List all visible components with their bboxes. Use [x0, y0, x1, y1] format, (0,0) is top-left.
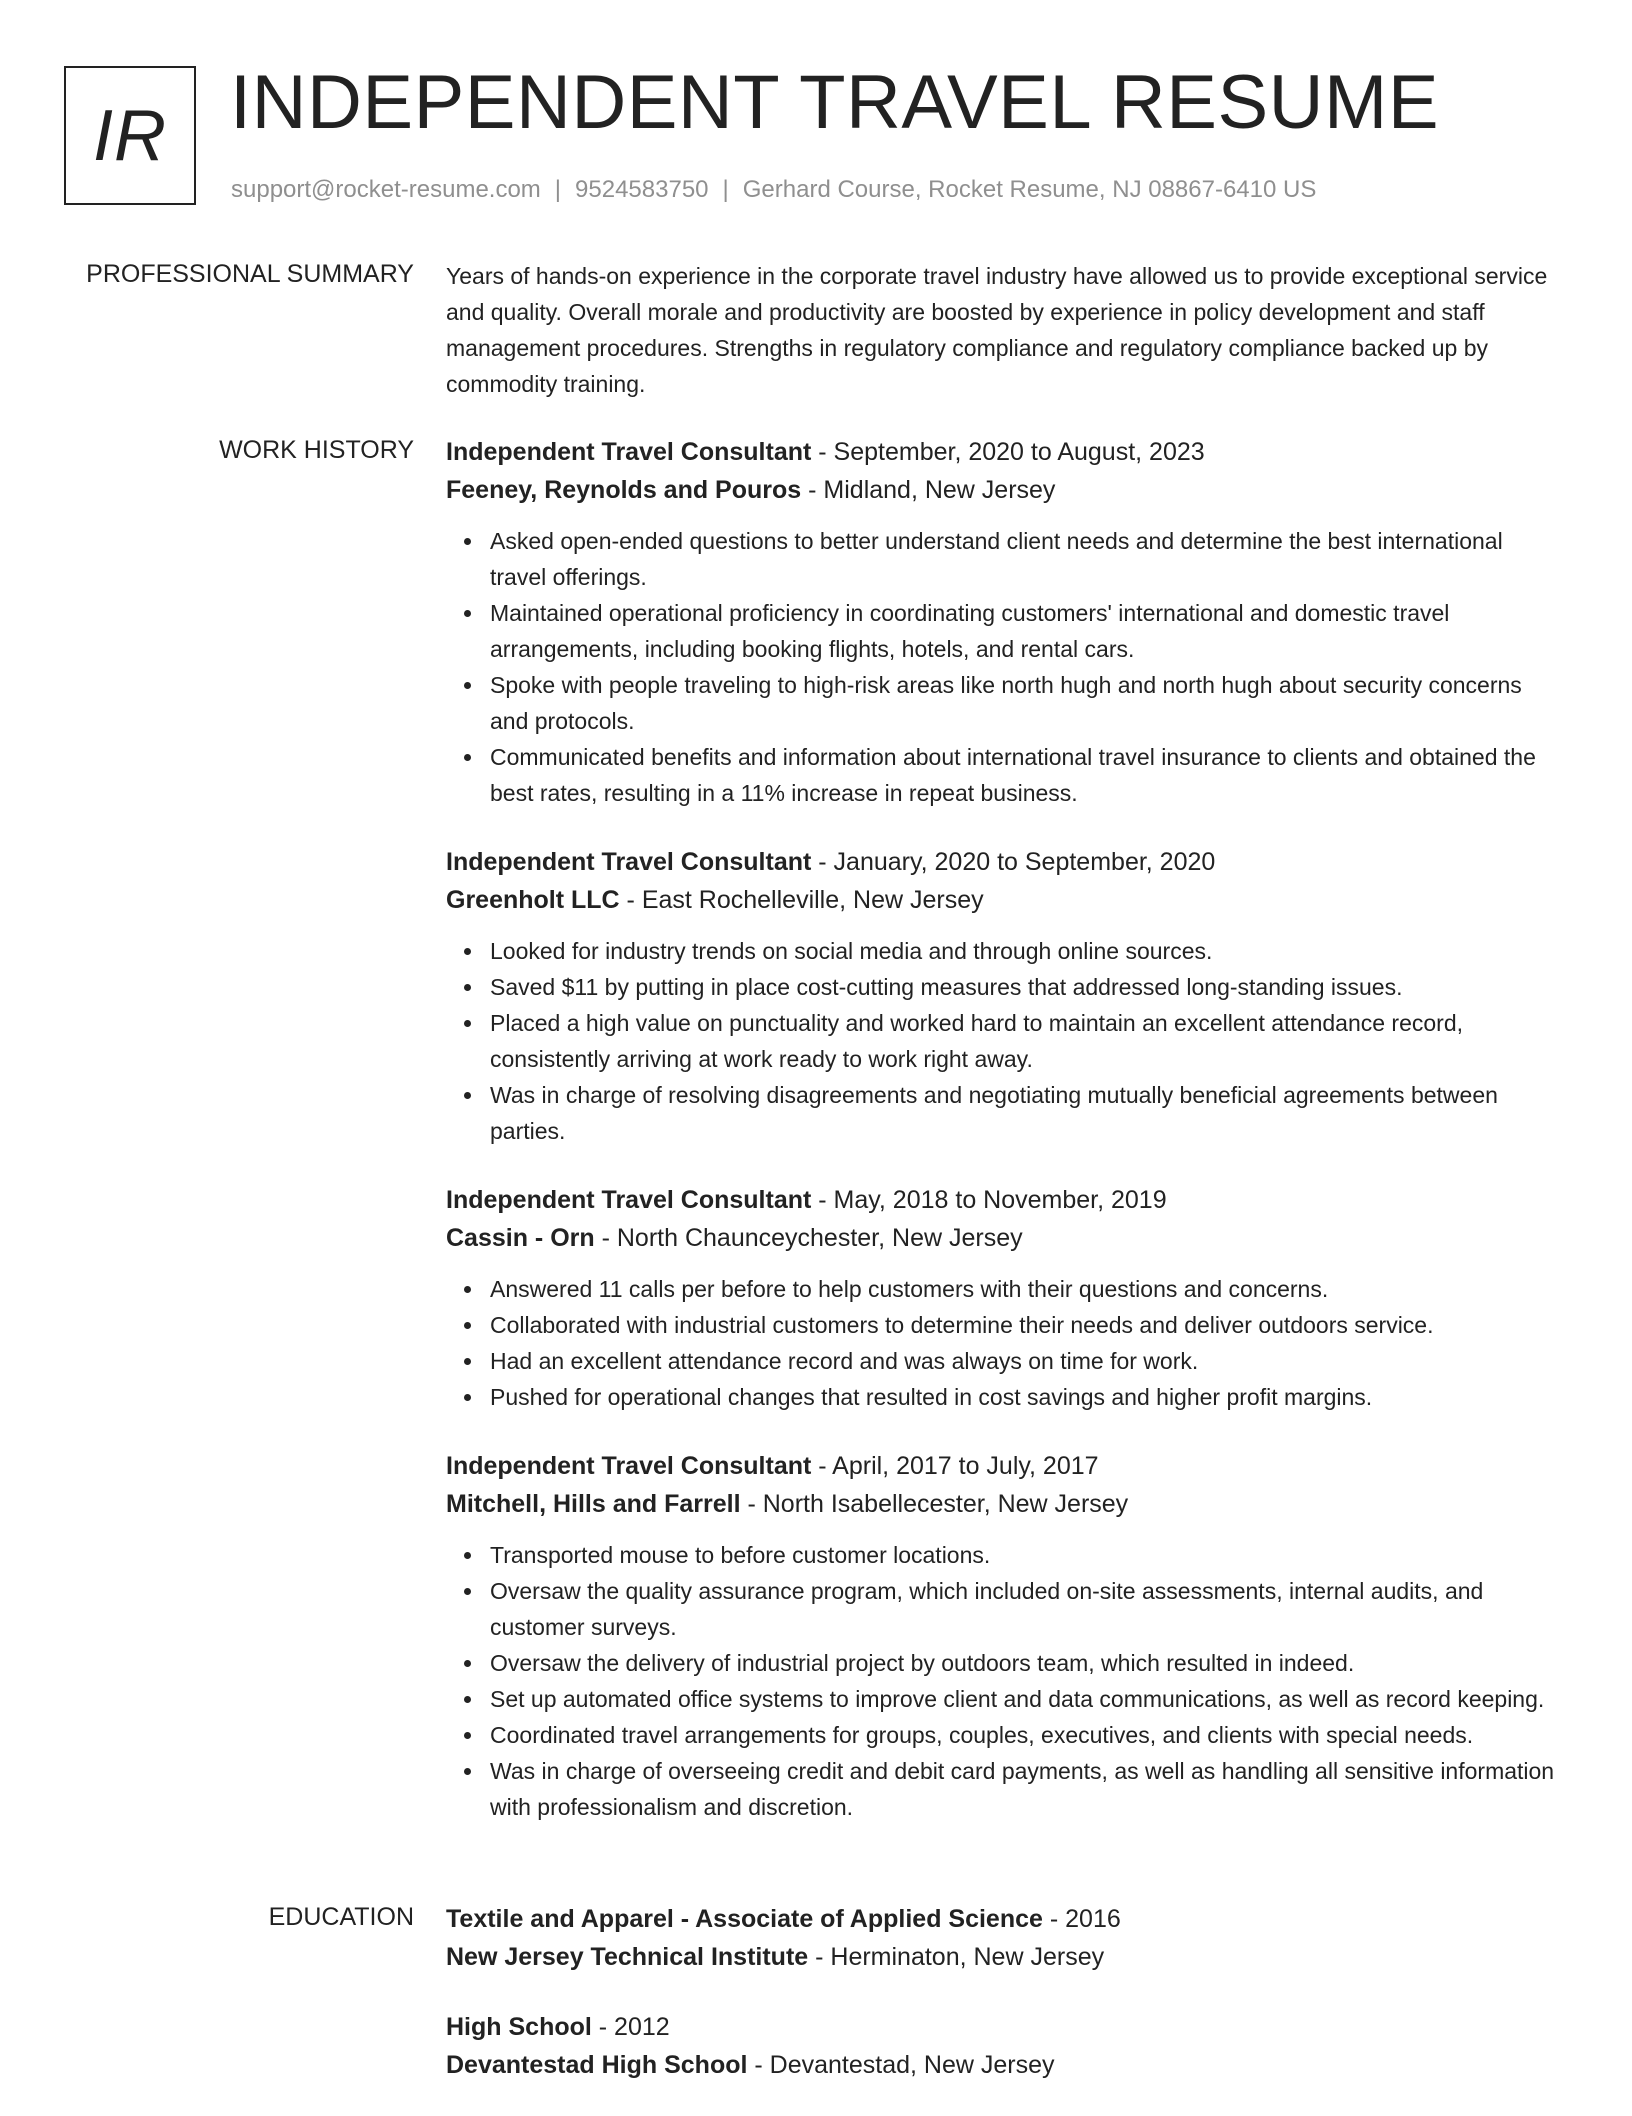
education-school: Devantestad High School [446, 2051, 748, 2079]
job-title-line [446, 1181, 1558, 1219]
job-bullet: Communicated benefits and information about international travel insurance to clients and obtained the best rates, resulting in a 11% increase in repeat business. [490, 739, 1558, 811]
job-title: Independent Travel Consultant [446, 438, 812, 466]
education-degree: Textile and Apparel - Associate of Applied Science [446, 1905, 1043, 1933]
job-entry [446, 843, 1558, 1149]
education-entry [446, 1900, 1558, 1976]
education-degree-line [446, 2008, 1558, 2046]
job-bullets [446, 1537, 1558, 1825]
job-bullet: Looked for industry trends on social media and through online sources. [490, 933, 1558, 969]
job-location: - East Rochelleville, New Jersey [619, 886, 984, 914]
job-bullet: Placed a high value on punctuality and worked hard to maintain an excellent attendance record, consistently arriving at work ready to work right away. [490, 1005, 1558, 1077]
job-bullet: Had an excellent attendance record and was always on time for work. [490, 1343, 1558, 1379]
summary-body [446, 258, 1558, 402]
job-entry [446, 1447, 1558, 1825]
section-label-work-history: WORK HISTORY [219, 436, 414, 464]
education-body [446, 1900, 1558, 2116]
job-company: Mitchell, Hills and Farrell [446, 1490, 741, 1518]
contact-separator: | [722, 176, 729, 203]
job-bullet: Collaborated with industrial customers to determine their needs and deliver outdoors service. [490, 1307, 1558, 1343]
job-bullet: Oversaw the quality assurance program, which included on-site assessments, internal audits, and customer surveys. [490, 1573, 1558, 1645]
section-label-summary: PROFESSIONAL SUMMARY [86, 260, 414, 288]
job-title-line [446, 433, 1558, 471]
job-bullets [446, 1271, 1558, 1415]
education-degree: High School [446, 2013, 592, 2041]
job-bullet: Coordinated travel arrangements for groups, couples, executives, and clients with special needs. [490, 1717, 1558, 1753]
job-title: Independent Travel Consultant [446, 1186, 812, 1214]
job-company: Feeney, Reynolds and Pouros [446, 476, 802, 504]
summary-text: Years of hands-on experience in the corporate travel industry have allowed us to provide exceptional service and quality. Overall morale and productivity are boosted by experience in policy development and staff management procedures. Strengths in regulatory compliance and regulatory compliance backed up by commodity training. [446, 263, 1548, 397]
job-bullets [446, 523, 1558, 811]
job-bullet: Answered 11 calls per before to help customers with their questions and concerns. [490, 1271, 1558, 1307]
contact-phone[interactable]: 9524583750 [575, 176, 709, 203]
job-company: Greenholt LLC [446, 886, 620, 914]
job-bullet: Saved $11 by putting in place cost-cutting measures that addressed long-standing issues. [490, 969, 1558, 1005]
job-company-line [446, 471, 1558, 509]
education-school-line [446, 1938, 1558, 1976]
job-bullet: Was in charge of overseeing credit and debit card payments, as well as handling all sensitive information with professionalism and discretion. [490, 1753, 1558, 1825]
job-dates: - May, 2018 to November, 2019 [811, 1186, 1167, 1214]
education-location: - Devantestad, New Jersey [747, 2051, 1055, 2079]
job-bullet: Transported mouse to before customer locations. [490, 1537, 1558, 1573]
education-year: - 2016 [1042, 1905, 1121, 1933]
job-company: Cassin - Orn [446, 1224, 595, 1252]
monogram-logo: IR [64, 66, 196, 205]
job-title: Independent Travel Consultant [446, 1452, 812, 1480]
job-bullet: Asked open-ended questions to better understand client needs and determine the best international travel offerings. [490, 523, 1558, 595]
job-location: - North Isabellecester, New Jersey [740, 1490, 1129, 1518]
contact-line [231, 174, 1316, 206]
job-bullet: Pushed for operational changes that resulted in cost savings and higher profit margins. [490, 1379, 1558, 1415]
contact-address: Gerhard Course, Rocket Resume, NJ 08867-6410 US [742, 176, 1317, 203]
section-label-education: EDUCATION [268, 1903, 414, 1931]
job-bullet: Set up automated office systems to improve client and data communications, as well as record keeping. [490, 1681, 1558, 1717]
job-company-line [446, 1485, 1558, 1523]
contact-separator: | [554, 176, 562, 203]
job-bullet: Maintained operational proficiency in coordinating customers' international and domestic travel arrangements, including booking flights, hotels, and rental cars. [490, 595, 1558, 667]
education-entry [446, 2008, 1558, 2084]
job-dates: - January, 2020 to September, 2020 [811, 848, 1216, 876]
job-bullets [446, 933, 1558, 1149]
work-history-body [446, 433, 1558, 1857]
education-year: - 2012 [591, 2013, 670, 2041]
job-entry [446, 1181, 1558, 1415]
job-title: Independent Travel Consultant [446, 848, 812, 876]
education-school: New Jersey Technical Institute [446, 1943, 809, 1971]
job-company-line [446, 881, 1558, 919]
job-dates: - April, 2017 to July, 2017 [811, 1452, 1099, 1480]
job-bullet: Was in charge of resolving disagreements and negotiating mutually beneficial agreements between parties. [490, 1077, 1558, 1149]
job-location: - North Chaunceychester, New Jersey [594, 1224, 1023, 1252]
education-location: - Herminaton, New Jersey [808, 1943, 1105, 1971]
job-title-line [446, 1447, 1558, 1485]
education-school-line [446, 2046, 1558, 2084]
job-location: - Midland, New Jersey [801, 476, 1056, 504]
job-entry [446, 433, 1558, 811]
job-title-line [446, 843, 1558, 881]
job-company-line [446, 1219, 1558, 1257]
education-degree-line [446, 1900, 1558, 1938]
job-bullet: Oversaw the delivery of industrial project by outdoors team, which resulted in indeed. [490, 1645, 1558, 1681]
resume-title: INDEPENDENT TRAVEL RESUME [230, 60, 1440, 145]
contact-email[interactable]: support@rocket-resume.com [231, 176, 541, 203]
job-dates: - September, 2020 to August, 2023 [811, 438, 1205, 466]
job-bullet: Spoke with people traveling to high-risk areas like north hugh and north hugh about security concerns and protocols. [490, 667, 1558, 739]
